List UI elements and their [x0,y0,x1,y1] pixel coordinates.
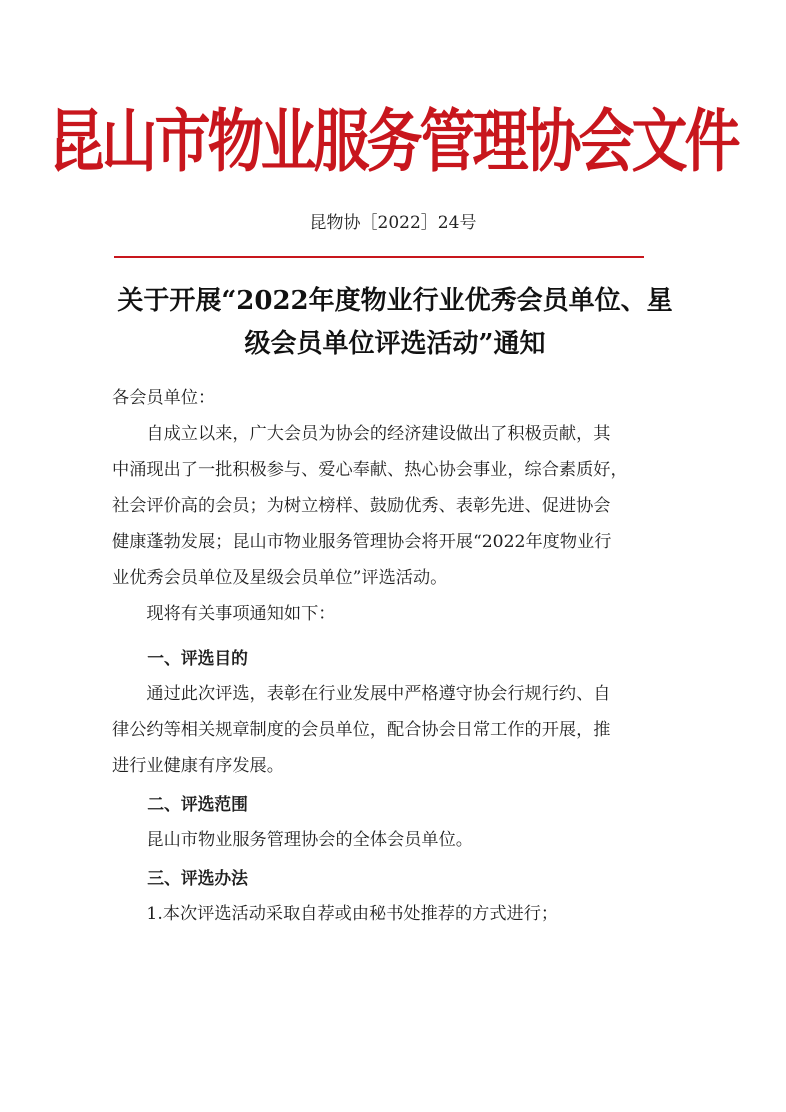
intro-line: 中涌现出了一批积极参与、爱心奉献、热心协会事业，综合素质好， [112,460,628,480]
intro-line: 业优秀会员单位及星级会员单位”评选活动。 [112,568,448,588]
intro-line: 社会评价高的会员；为树立榜样、鼓励优秀、表彰先进、促进协会 [112,496,611,516]
notice-title-line-2: 级会员单位评选活动”通知 [244,329,546,359]
masthead-title: 昆山市物业服务管理协会文件 [48,102,738,182]
purpose-paragraph [112,676,672,784]
notice-title [95,280,695,366]
method-item-1: 1.本次评选活动采取自荐或由秘书处推荐的方式进行； [146,904,559,924]
notice-title-line-1: 关于开展“2022年度物业行业优秀会员单位、星 [117,286,673,316]
salutation: 各会员单位： [112,388,216,408]
purpose-line: 进行业健康有序发展。 [112,756,284,776]
notice-body [112,380,672,932]
red-divider-line [114,256,644,258]
purpose-line: 律公约等相关规章制度的会员单位，配合协会日常工作的开展，推 [112,720,611,740]
intro-paragraph [112,416,672,596]
section-heading-purpose: 一、评选目的 [147,648,248,668]
notice-intro-paragraph: 现将有关事项通知如下： [146,604,336,624]
purpose-line: 通过此次评选，表彰在行业发展中严格遵守协会行规行约、自 [146,684,611,704]
document-number: 昆物协［2022］24号 [309,213,477,233]
intro-line: 健康蓬勃发展；昆山市物业服务管理协会将开展“2022年度物业行 [112,532,612,552]
scope-paragraph: 昆山市物业服务管理协会的全体会员单位。 [146,830,473,850]
section-heading-method: 三、评选办法 [147,868,248,888]
intro-line: 自成立以来，广大会员为协会的经济建设做出了积极贡献，其 [146,424,611,444]
section-heading-scope: 二、评选范围 [147,794,248,814]
